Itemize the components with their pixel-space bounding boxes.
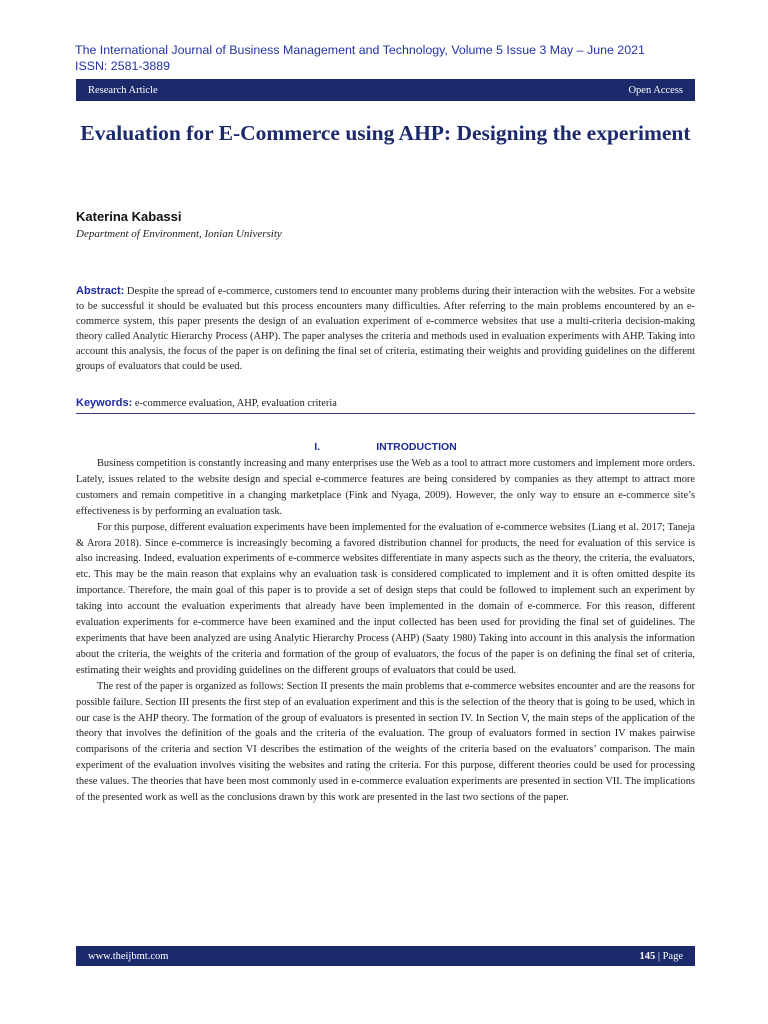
page-label: | Page xyxy=(655,950,683,962)
keywords-label: Keywords: xyxy=(76,397,133,409)
section-number: I. xyxy=(314,441,321,453)
paragraph: For this purpose, different evaluation experiments have been implemented for the evaluation of e-commerce websites (Liang et al. 2017; Taneja & Arora 2018). Since e-commerce is increasingly becoming a favored distribution channel for products, the need for evaluation of this service is also increasing. Indeed, evaluation experiments of e-commerce websites differentiate in many aspects such as the theory, the criteria, the evaluators, etc. This may be the main reason that explains why an evaluation task is considered complicated to implement and it is often omitted despite its importance. Therefore, the main goal of this paper is to provide a set of design steps that could be followed to implement such an experiment by taking into account the evaluation experiments that already have been implemented in the domain of e-commerce. For this reason, different evaluation experiments for e-commerce have been examined and the input collected has been used for providing the final set of guidelines. The experiments that have been analyzed are using Analytic Hierarchy Process (AHP) (Saaty 1980) Taking into account in this analysis the information about the criteria, the weights of the criteria and formation of the group of evaluators, the focus of the paper is on defining the final set of criteria, estimating their weights and providing guidelines on the different groups of evaluators that could be used. xyxy=(76,521,695,676)
author-affiliation: Department of Environment, Ionian University xyxy=(76,228,282,240)
paragraph: Business competition is constantly increasing and many enterprises use the Web as a tool to attract more customers and implement more orders. Lately, issues related to the website design and special e-commerce features are being considered by companies as they attempt to attract more customers and remain competitive in a changing marketplace (Fink and Nyaga, 2009). However, the only way to ensure an e-commerce site’s effectiveness is by performing an evaluation task. xyxy=(76,458,696,517)
page-footer xyxy=(76,946,695,966)
abstract-label: Abstract: xyxy=(76,285,125,297)
keywords-text: e-commerce evaluation, AHP, evaluation criteria xyxy=(134,398,337,409)
introduction-body xyxy=(76,456,695,806)
section-heading xyxy=(76,441,695,453)
abstract xyxy=(76,284,695,375)
footer-website: www.theijbmt.com xyxy=(88,950,169,962)
paper-title: Evaluation for E-Commerce using AHP: Designing the experiment xyxy=(80,121,691,145)
section-title: INTRODUCTION xyxy=(376,441,457,453)
access-label: Open Access xyxy=(628,84,683,96)
abstract-text: Despite the spread of e-commerce, customers tend to encounter many problems during their interaction with the websites. For a website to be successful it should be evaluated but this process encounters many difficulties. After referring to the main problems encountered by an e-commerce system, this paper presents the design of an evaluation experiment of e-commerce websites that use a multi-criteria decision-making theory called Analytic Hierarchy Process (AHP). The paper analyses the criteria and methods used in evaluation experiments with AHP. Taking into account this analysis, the focus of the paper is on defining the final set of criteria, estimating their weights and providing guidelines on the different groups of evaluators that could be used. xyxy=(76,286,695,373)
journal-header xyxy=(75,42,695,74)
journal-citation: The International Journal of Business Management and Technology, Volume 5 Issue 3 May – June 2021 xyxy=(75,43,645,57)
paragraph: The rest of the paper is organized as follows: Section II presents the main problems that e-commerce websites encounter and are the reasons for possible failure. Section III presents the first step of an evaluation experiment and this is the selection of the theory that is going to be used, which in our case is the AHP theory. The formation of the group of evaluators is presented in section IV. In Section V, the main steps of the application of the theory that involves the definition of the goals and the criteria of the evaluation. The group of evaluators formed in section IV makes pairwise comparisons of the criteria and section VI describes the estimation of the weights of the criteria based on the evaluators’ comparison. The main experiment of the evaluation involves visiting the websites and rating the criteria. For this purpose, different theories could be used for processing these values. The theories that have been most commonly used in e-commerce evaluation experiments are presented in section VII. The implications of the presented work as well as the conclusions drawn by this work are presented in the last two sections of the paper. xyxy=(76,680,695,804)
page-number-group xyxy=(639,951,683,962)
article-type-label: Research Article xyxy=(88,84,158,96)
keywords xyxy=(76,397,695,409)
author-name: Katerina Kabassi xyxy=(76,209,182,224)
page-number: 145 xyxy=(639,950,656,962)
issn: ISSN: 2581-3889 xyxy=(75,59,171,73)
section-divider xyxy=(76,413,695,414)
article-type-band xyxy=(76,79,695,101)
